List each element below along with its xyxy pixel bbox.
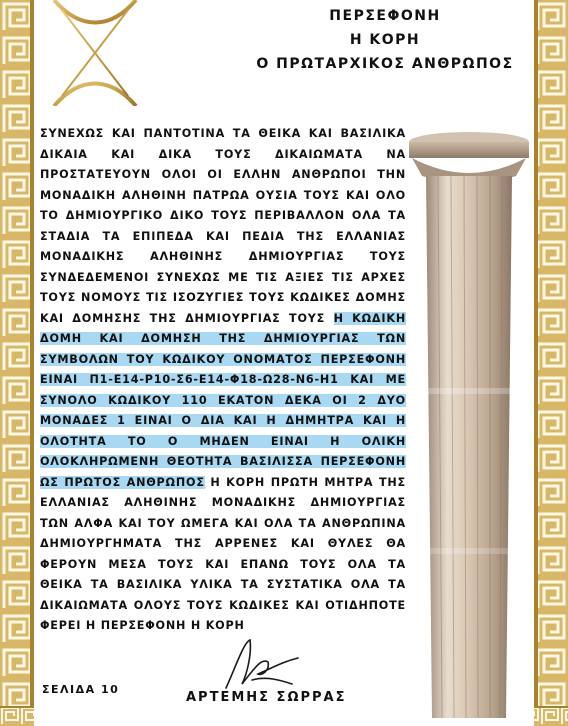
body-text-highlighted: Η ΚΩΔΙΚΗ ΔΟΜΗ ΚΑΙ ΔΟΜΗΣΗ ΤΗΣ ΔΗΜΙΟΥΡΓΙΑΣ ΤΩΝ ΣΥΜΒΟΛΩΝ ΤΟΥ ΚΩΔΙΚΟΥ ΟΝΟΜΑΤΟΣ ΠΕΡΣΕΦΟΝΗ ΕΙΝΑΙ Π1-Ε14-Ρ10-Σ6-Ε14-Φ18-Ω28-Ν6-Η1 ΚΑΙ ΜΕ ΣΥΝΟΛΟ ΚΩΔΙΚΟΥ 110 ΕΚΑΤΟΝ ΔΕΚΑ ΟΙ 2 ΔΥΟ ΜΟΝΑΔΕΣ 1 ΕΙΝΑΙ Ο ΔΙΑ ΚΑΙ Η ΔΗΜΗΤΡΑ ΚΑΙ Η ΟΛΟΤΗΤΑ ΤΟ Ο ΜΗΔΕΝ ΕΙΝΑΙ Η ΟΛΙΚΗ ΟΛΟΚΛΗΡΩΜΕΝΗ ΘΕΟΤΗΤΑ ΒΑΣΙΛΙΣΣΑ ΠΕΡΣΕΦΟΝΗ ΩΣ ΠΡΩΤΟΣ ΑΝΘΡΩΠΟΣ (40, 311, 406, 489)
title-line-name: ΠΕΡΣΕΦΟΝΗ (329, 8, 441, 24)
body-paragraph (40, 124, 406, 637)
body-text-before-highlight: ΣΥΝΕΧΩΣ ΚΑΙ ΠΑΝΤΟΤΙΝΑ ΤΑ ΘΕΙΚΑ ΚΑΙ ΒΑΣΙΛΙΚΑ ΔΙΚΑΙΑ ΚΑΙ ΔΙΚΑ ΤΟΥΣ ΔΙΚΑΙΩΜΑΤΑ ΝΑ ΠΡΟΣΤΑΤΕΥΟΥΝ ΟΛΟΙ ΟΙ ΕΛΛΗΝ ΑΝΘΡΩΠΟΙ ΤΗΝ ΜΟΝΑΔΙΚΗ ΑΛΗΘΙΝΗ ΠΑΤΡΩΑ ΟΥΣΙΑ ΤΟΥΣ ΚΑΙ ΟΛΟ ΤΟ ΔΗΜΙΟΥΡΓΙΚΟ ΔΙΚΟ ΤΟΥΣ ΠΕΡΙΒΑΛΛΟΝ ΟΛΑ ΤΑ ΣΤΑΔΙΑ ΤΑ ΕΠΙΠΕΔΑ ΚΑΙ ΠΕΔΙΑ ΤΗΣ ΕΛΛΑΝΙΑΣ ΜΟΝΑΔΙΚΗΣ ΑΛΗΘΙΝΗΣ ΔΗΜΙΟΥΡΓΙΑΣ ΤΟΥΣ ΣΥΝΔΕΔΕΜΕΝΟΙ ΣΥΝΕΧΩΣ ΜΕ ΤΙΣ ΑΞΙΕΣ ΤΙΣ ΑΡΧΕΣ ΤΟΥΣ ΝΟΜΟΥΣ ΤΙΣ ΙΣΟΖΥΓΙΕΣ ΤΟΥΣ ΚΩΔΙΚΕΣ ΔΟΜΗΣ ΚΑΙ ΔΟΜΗΣΗΣ ΤΗΣ ΔΗΜΙΟΥΡΓΙΑΣ ΤΟΥΣ (40, 127, 406, 325)
right-meander-border (534, 0, 568, 726)
left-meander-border (0, 0, 34, 726)
doric-column-image (406, 128, 532, 718)
title-line-kori: Η ΚΟΡΗ (349, 32, 421, 48)
title-line-first-human: Ο ΠΡΩΤΑΡΧΙΚΟΣ ΑΝΘΡΩΠΟΣ (256, 56, 514, 72)
handwritten-signature (222, 636, 302, 692)
signature-name: ΑΡΤΕΜΗΣ ΣΩΡΡΑΣ (186, 690, 347, 705)
gold-star-emblem (40, 0, 150, 106)
body-text-after-highlight: Η ΚΟΡΗ ΠΡΩΤΗ ΜΗΤΡΑ ΤΗΣ ΕΛΛΑΝΙΑΣ ΑΛΗΘΙΝΗΣ ΜΟΝΑΔΙΚΗΣ ΔΗΜΙΟΥΡΓΙΑΣ ΤΩΝ ΑΛΦΑ ΚΑΙ ΤΟΥ ΩΜΕΓΑ ΚΑΙ ΟΛΑ ΤΑ ΑΝΘΡΩΠΙΝΑ ΔΗΜΙΟΥΡΓΗΜΑΤΑ ΤΗΣ ΑΡΡΕΝΕΣ ΚΑΙ ΘΥΛΕΣ ΘΑ ΦΕΡΟΥΝ ΜΕΣΑ ΤΟΥΣ ΚΑΙ ΕΠΑΝΩ ΤΟΥΣ ΟΛΑ ΤΑ ΘΕΙΚΑ ΤΑ ΒΑΣΙΛΙΚΑ ΥΛΙΚΑ ΤΑ ΣΥΣΤΑΤΙΚΑ ΟΛΑ ΤΑ ΔΙΚΑΙΩΜΑΤΑ ΟΛΟΥΣ ΤΟΥΣ ΚΩΔΙΚΕΣ ΚΑΙ ΟΤΙΔΗΠΟΤΕ ΦΕΡΕΙ Η ΠΕΡΣΕΦΟΝΗ Η ΚΟΡΗ (40, 475, 406, 632)
document-title (250, 4, 520, 76)
page-number-label: ΣΕΛΙΔΑ 10 (42, 683, 120, 696)
